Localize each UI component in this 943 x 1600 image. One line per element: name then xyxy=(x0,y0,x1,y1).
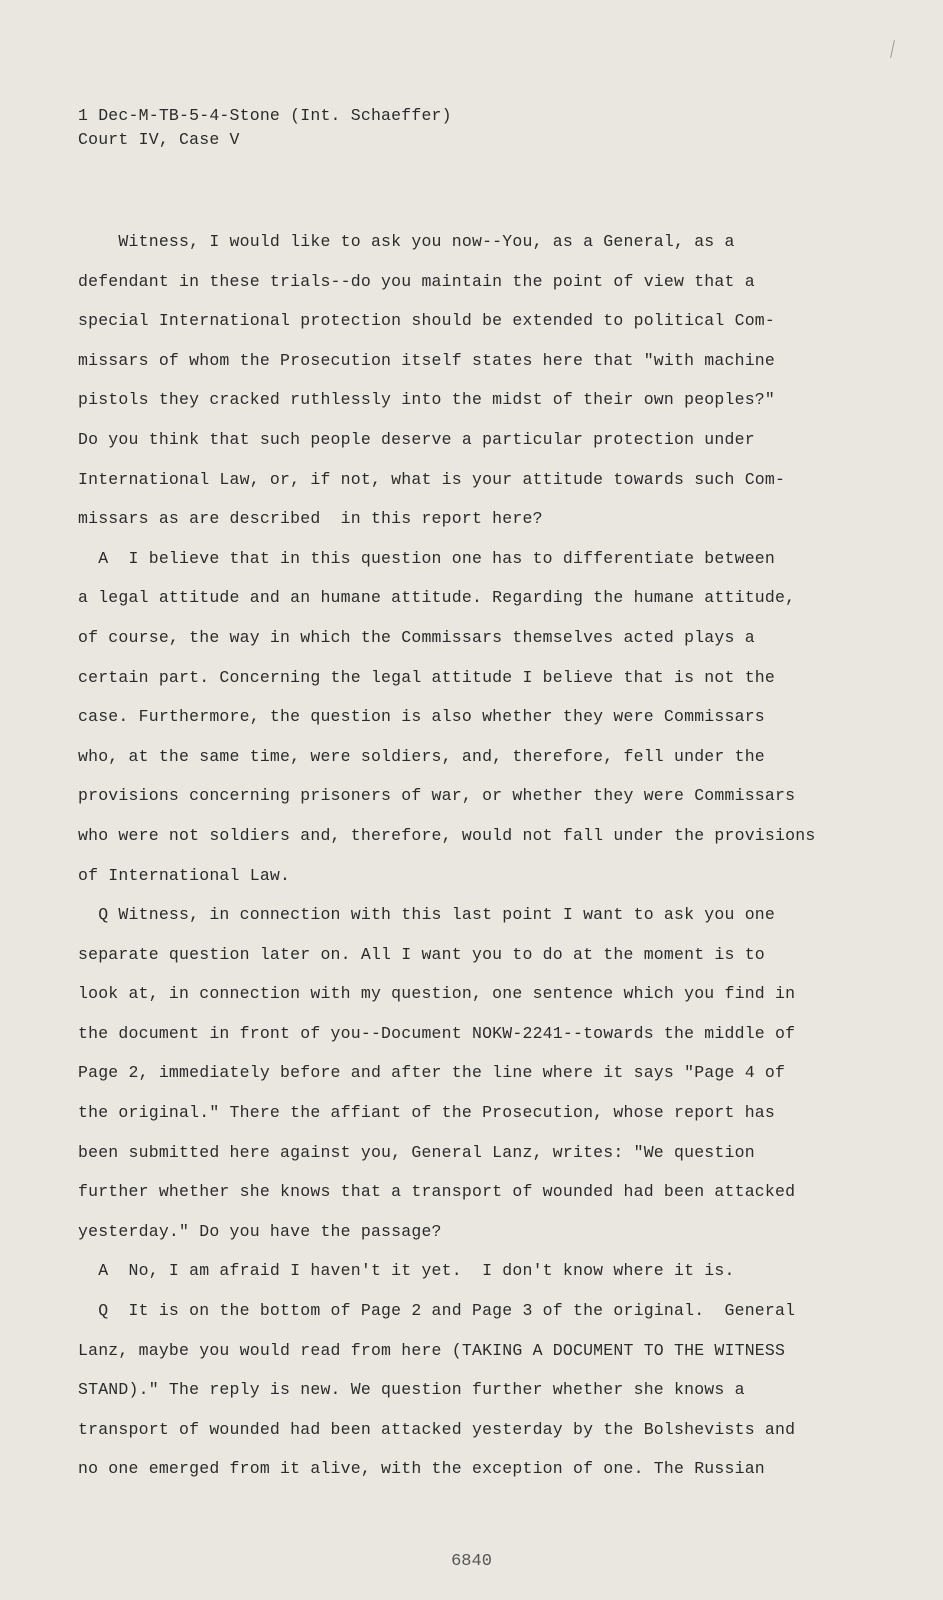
transcript-line: pistols they cracked ruthlessly into the midst of their own peoples?" xyxy=(78,390,776,410)
transcript-line: provisions concerning prisoners of war, or whether they were Commissars xyxy=(78,786,796,806)
page-number: 6840 xyxy=(451,1552,492,1571)
transcript-line: A No, I am afraid I haven't it yet. I don't know where it is. xyxy=(78,1261,735,1281)
transcript-line: who were not soldiers and, therefore, would not fall under the provisions xyxy=(78,825,816,845)
transcript-line: International Law, or, if not, what is your attitude towards such Com- xyxy=(78,469,786,489)
transcript-line: no one emerged from it alive, with the exception of one. The Russian xyxy=(78,1459,765,1479)
transcript-line: been submitted here against you, General Lanz, writes: "We question xyxy=(78,1142,755,1162)
transcript-line: Lanz, maybe you would read from here (TAKING A DOCUMENT TO THE WITNESS xyxy=(78,1340,786,1360)
transcript-line: Q Witness, in connection with this last point I want to ask you one xyxy=(78,905,776,925)
document-header xyxy=(78,104,452,152)
transcript-line: the document in front of you--Document NOKW-2241--towards the middle of xyxy=(78,1023,796,1043)
transcript-line: the original." There the affiant of the Prosecution, whose report has xyxy=(78,1103,776,1123)
transcript-line: of International Law. xyxy=(78,865,291,885)
transcript-line: who, at the same time, were soldiers, and, therefore, fell under the xyxy=(78,746,765,766)
transcript-line: Q It is on the bottom of Page 2 and Page 3 of the original. General xyxy=(78,1301,796,1321)
transcript-line: special International protection should be extended to political Com- xyxy=(78,311,776,331)
transcript-line: A I believe that in this question one has to differentiate between xyxy=(78,548,776,568)
transcript-line: transport of wounded had been attacked yesterday by the Bolshevists and xyxy=(78,1419,796,1439)
transcript-line: missars as are described in this report here? xyxy=(78,509,543,529)
transcript-line: look at, in connection with my question, one sentence which you find in xyxy=(78,984,796,1004)
transcript-line: STAND)." The reply is new. We question further whether she knows a xyxy=(78,1380,745,1400)
transcript-line: yesterday." Do you have the passage? xyxy=(78,1221,442,1241)
transcript-line: missars of whom the Prosecution itself states here that "with machine xyxy=(78,350,776,370)
transcript-line: further whether she knows that a transport of wounded had been attacked xyxy=(78,1182,796,1202)
transcript-line: certain part. Concerning the legal attitude I believe that is not the xyxy=(78,667,776,687)
transcript-line: Do you think that such people deserve a particular protection under xyxy=(78,429,755,449)
transcript-line: case. Furthermore, the question is also whether they were Commissars xyxy=(78,707,765,727)
transcript-line: Witness, I would like to ask you now--You, as a General, as a xyxy=(78,232,735,251)
header-line-2: Court IV, Case V xyxy=(78,130,240,149)
header-line-1: 1 Dec-M-TB-5-4-Stone (Int. Schaeffer) xyxy=(78,106,452,125)
transcript-line: separate question later on. All I want you to do at the moment is to xyxy=(78,944,765,964)
paper-edge-mark xyxy=(890,40,895,58)
transcript-line: defendant in these trials--do you maintain the point of view that a xyxy=(78,271,755,291)
transcript-line: Page 2, immediately before and after the line where it says "Page 4 of xyxy=(78,1063,786,1083)
transcript-body xyxy=(78,222,850,1489)
transcript-line: a legal attitude and an humane attitude. Regarding the humane attitude, xyxy=(78,588,796,608)
transcript-line: of course, the way in which the Commissars themselves acted plays a xyxy=(78,627,755,647)
